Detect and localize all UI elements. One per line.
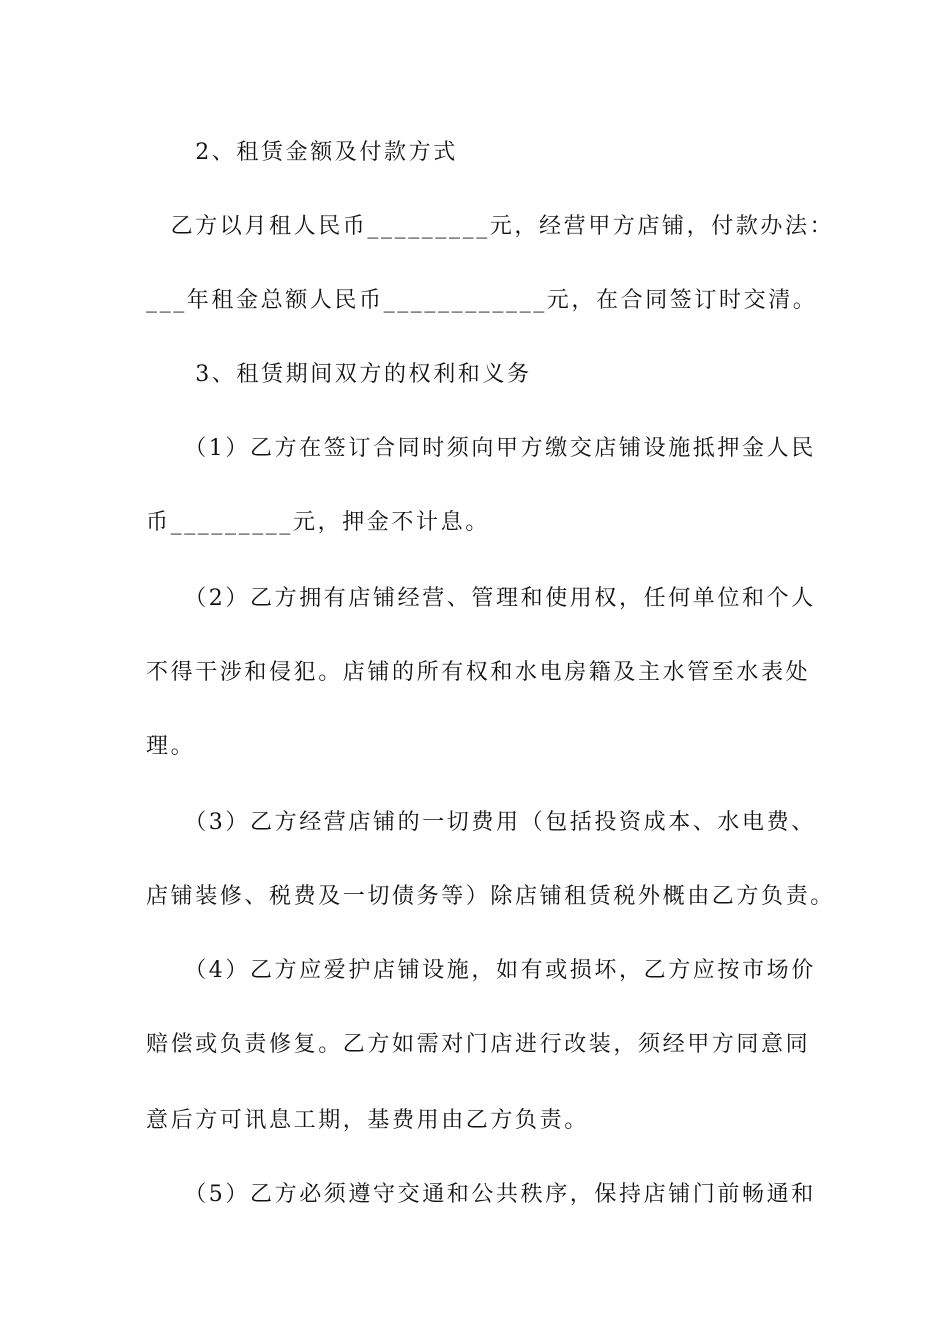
paragraph-line: （5）乙方必须遵守交通和公共秩序，保持店铺门前畅通和 [146,1182,816,1207]
paragraph-line: （1）乙方在签订合同时须向甲方缴交店铺设施抵押金人民 [146,436,816,461]
section-heading-rent-payment: 2、租赁金额及付款方式 [146,140,458,165]
paragraph-line: 意后方可讯息工期，基费用由乙方负责。 [146,1108,589,1133]
paragraph-line: ___年租金总额人民币____________元，在合同签订时交清。 [146,288,818,313]
section-heading-rights-obligations: 3、租赁期间双方的权利和义务 [146,362,532,387]
paragraph-line: （4）乙方应爱护店铺设施，如有或损坏，乙方应按市场价 [146,958,816,983]
paragraph-line: （2）乙方拥有店铺经营、管理和使用权，任何单位和个人 [146,586,816,611]
paragraph-line: 赔偿或负责修复。乙方如需对门店进行改装，须经甲方同意同 [146,1032,811,1057]
paragraph-line: 店铺装修、税费及一切债务等）除店铺租赁税外概由乙方负责。 [146,884,835,909]
paragraph-line: 不得干涉和侵犯。店铺的所有权和水电房籍及主水管至水表处 [146,660,811,685]
paragraph-line: 币_________元，押金不计息。 [146,510,490,535]
paragraph-line: 乙方以月租人民币_________元，经营甲方店铺，付款办法： [146,214,835,239]
paragraph-line: 理。 [146,734,196,759]
paragraph-line: （3）乙方经营店铺的一切费用（包括投资成本、水电费、 [146,810,816,835]
